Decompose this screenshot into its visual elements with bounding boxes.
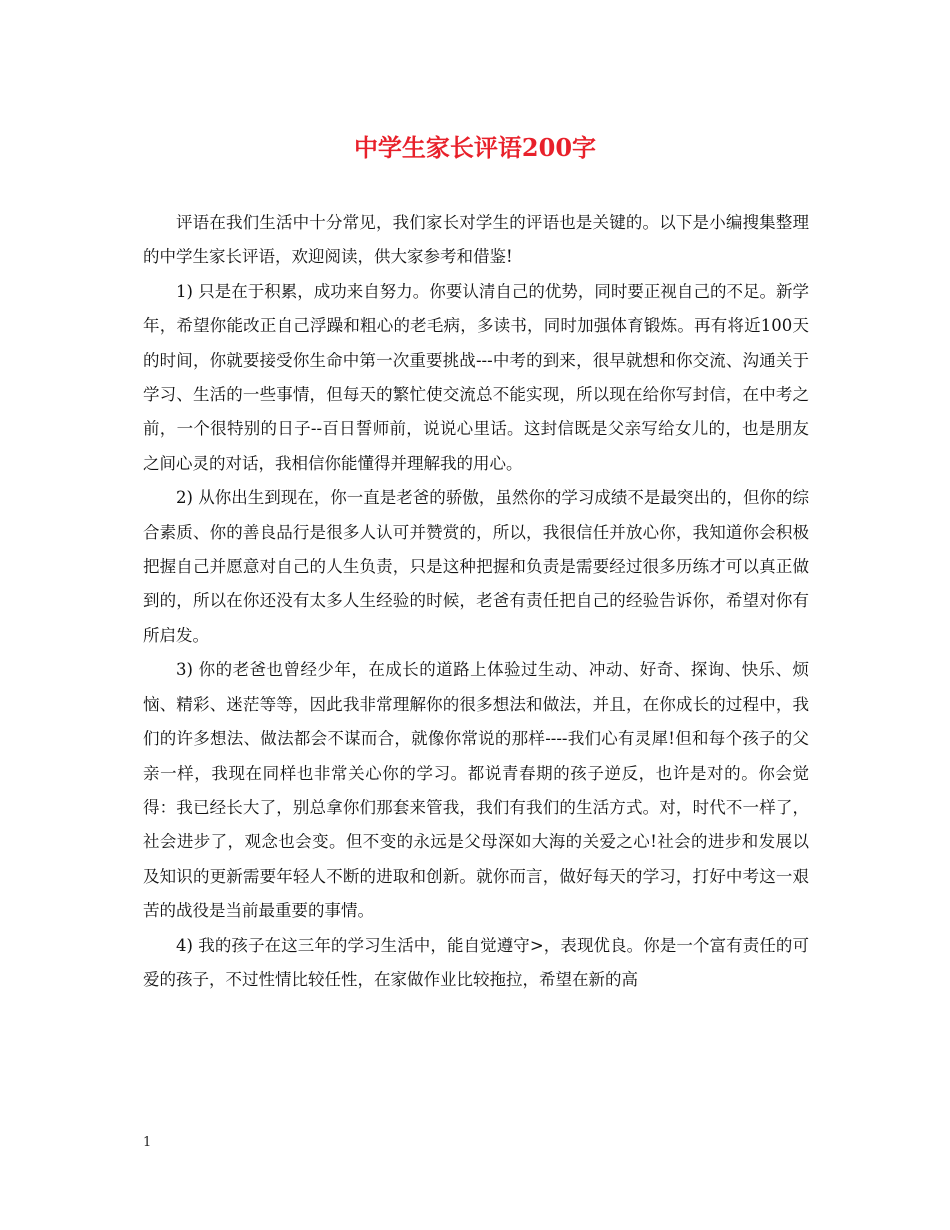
document-title: 中学生家长评语200字 [353, 133, 597, 162]
paragraph-1: 1) 只是在于积累，成功来自努力。你要认清自己的优势，同时要正视自己的不足。新学年，希望你能改正自己浮躁和粗心的老毛病，多读书，同时加强体育锻炼。再有将近100天的时间，你就要接受你生命中第一次重要挑战---中考的到来，很早就想和你交流、沟通关于学习、生活的一些事情，但每天的繁忙使交流总不能实现，所以现在给你写封信，在中考之前，一个很特别的日子--百日誓师前，说说心里话。这封信既是父亲写给女儿的，也是朋友之间心灵的对话，我相信你能懂得并理解我的用心。 [143, 281, 809, 473]
paragraph-3: 3) 你的老爸也曾经少年，在成长的道路上体验过生动、冲动、好奇、探询、快乐、烦恼、精彩、迷茫等等，因此我非常理解你的很多想法和做法，并且，在你成长的过程中，我们的许多想法、做法都会不谋而合，就像你常说的那样----我们心有灵犀!但和每个孩子的父亲一样，我现在同样也非常关心你的学习。都说青春期的孩子逆反，也许是对的。你会觉得：我已经长大了，别总拿你们那套来管我，我们有我们的生活方式。对，时代不一样了，社会进步了，观念也会变。但不变的永远是父母深如大海的关爱之心!社会的进步和发展以及知识的更新需要年轻人不断的进取和创新。就你而言，做好每天的学习，打好中考这一艰苦的战役是当前最重要的事情。 [143, 660, 809, 921]
document-body [143, 206, 809, 997]
paragraph-intro: 评语在我们生活中十分常见，我们家长对学生的评语也是关键的。以下是小编搜集整理的中学生家长评语，欢迎阅读，供大家参考和借鉴! [143, 213, 809, 267]
paragraph-2: 2) 从你出生到现在，你一直是老爸的骄傲，虽然你的学习成绩不是最突出的，但你的综合素质、你的善良品行是很多人认可并赞赏的，所以，我很信任并放心你，我知道你会积极把握自己并愿意对自己的人生负责，只是这种把握和负责是需要经过很多历练才可以真正做到的，所以在你还没有太多人生经验的时候，老爸有责任把自己的经验告诉你，希望对你有所启发。 [143, 488, 809, 645]
paragraph-4: 4) 我的孩子在这三年的学习生活中，能自觉遵守>，表现优良。你是一个富有责任的可爱的孩子，不过性情比较任性，在家做作业比较拖拉，希望在新的高 [143, 935, 809, 989]
page-number: 1 [143, 1135, 152, 1150]
